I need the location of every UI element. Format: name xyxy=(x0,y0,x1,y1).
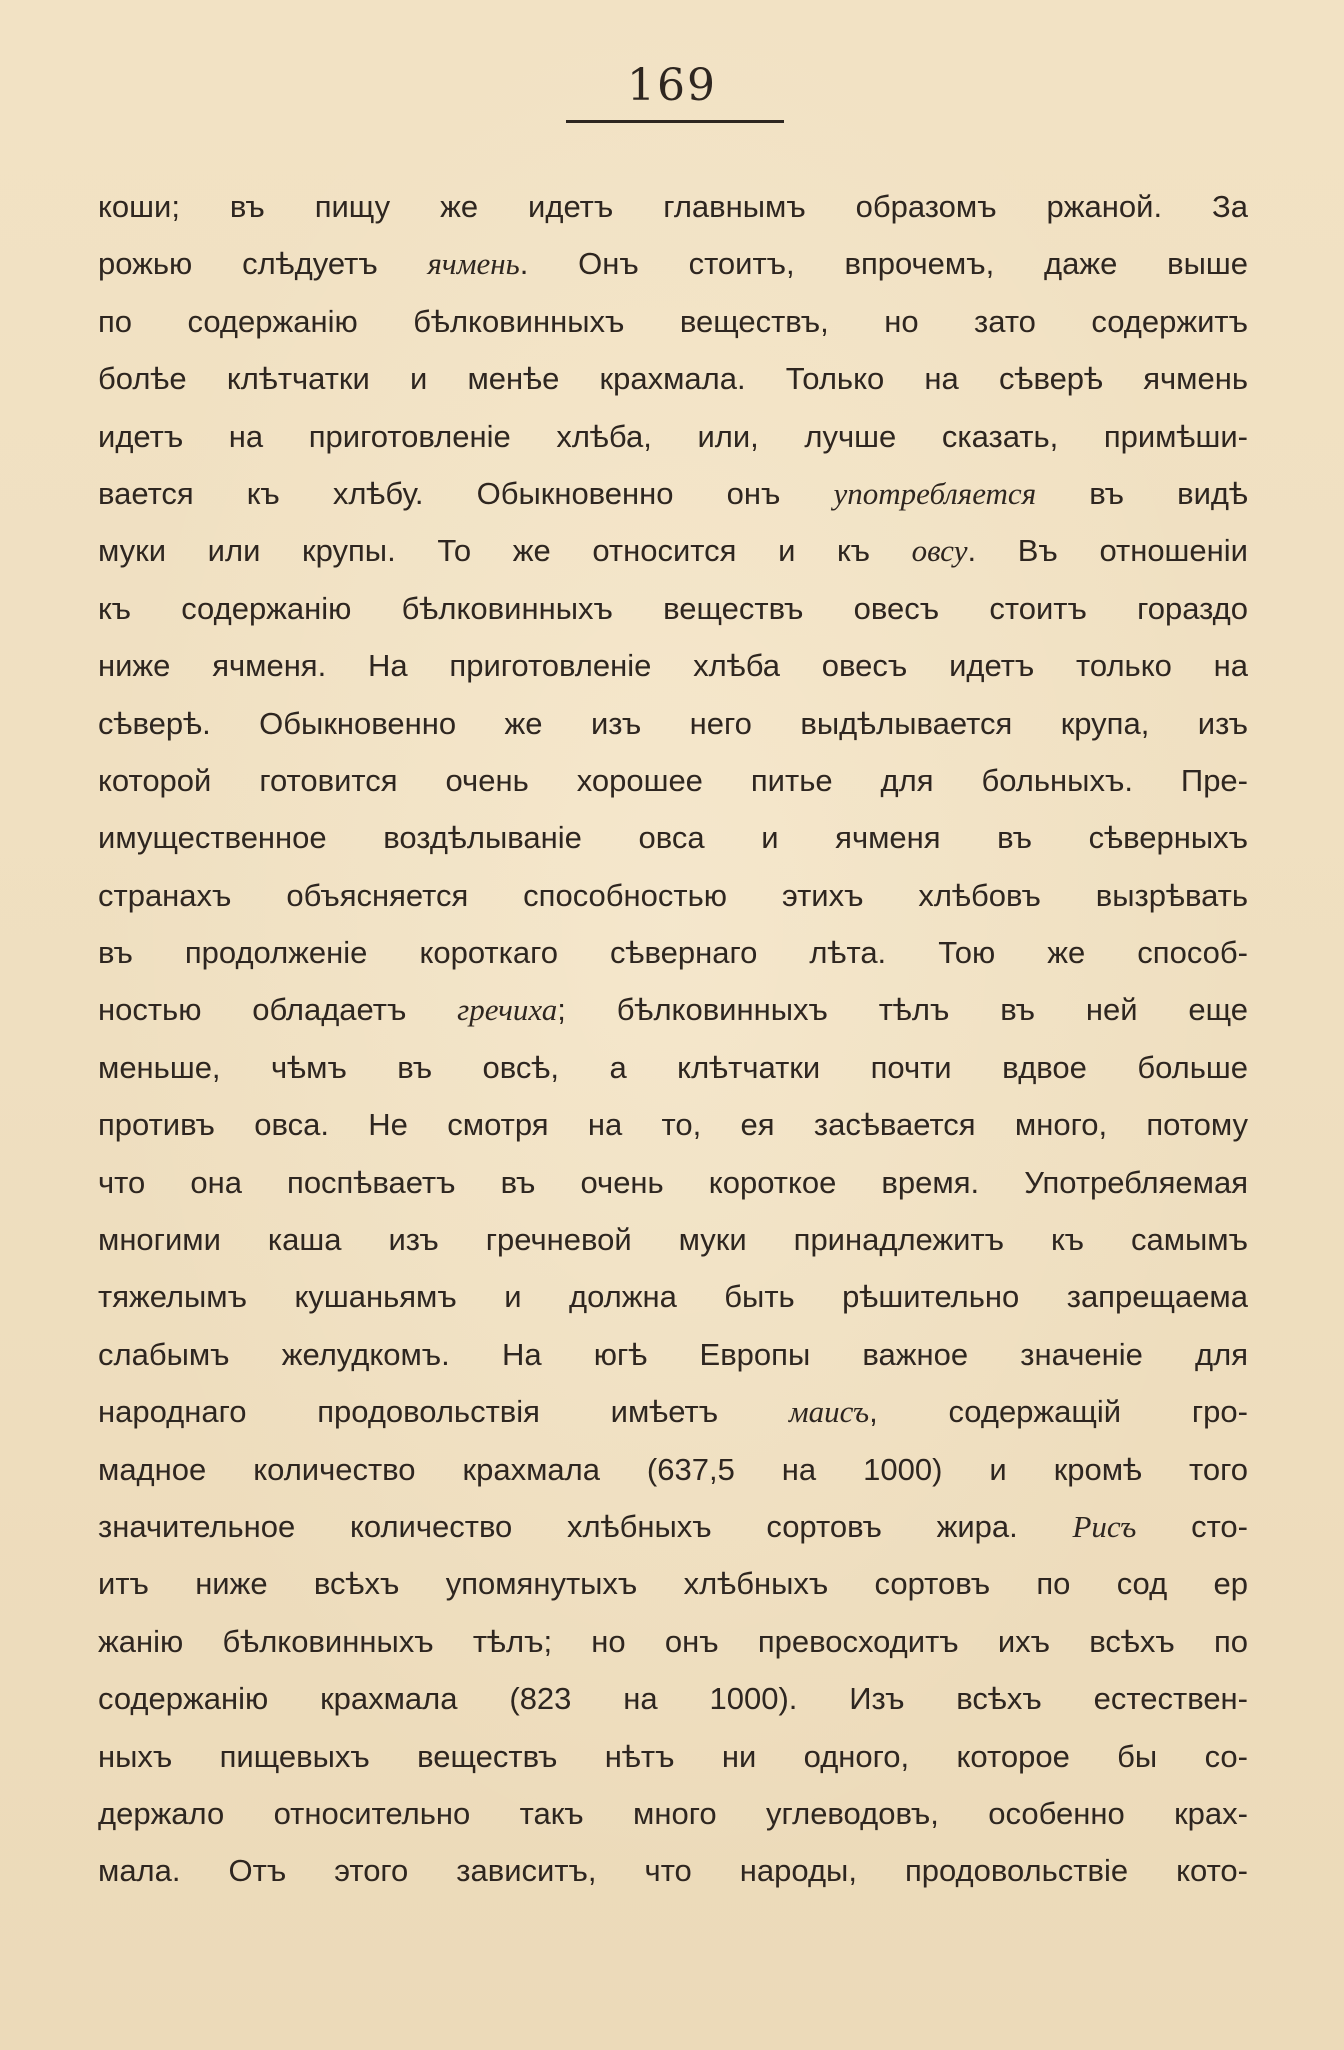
body-text xyxy=(98,178,1248,1900)
text-line xyxy=(98,178,1248,235)
text-run: коши; въ пищу же идетъ главнымъ образомъ ржаной. За xyxy=(98,189,1248,224)
text-run: рожью слѣдуетъ xyxy=(98,246,428,282)
text-run: многими каша изъ гречневой муки принадлежитъ къ самымъ xyxy=(98,1222,1248,1258)
italic-term: маисъ xyxy=(788,1394,870,1430)
text-run: сѣверѣ. Обыкновенно же изъ него выдѣлывается крупа, изъ xyxy=(98,705,1248,741)
text-line xyxy=(98,1670,1248,1727)
text-run: странахъ объясняется способностью этихъ хлѣбовъ вызрѣвать xyxy=(98,877,1248,913)
text-line xyxy=(98,1096,1248,1153)
text-run: народнаго продовольствія имѣетъ xyxy=(98,1394,789,1430)
text-run: , содержащій гро- xyxy=(869,1394,1248,1430)
text-line xyxy=(98,408,1248,465)
text-run: которой готовится очень хорошее питье для больныхъ. Пре- xyxy=(98,762,1248,798)
text-line xyxy=(98,1211,1248,1268)
text-run: что она поспѣваетъ въ очень короткое время. Употребляемая xyxy=(98,1164,1248,1200)
text-line xyxy=(98,1613,1248,1670)
text-run: значительное количество хлѣбныхъ сортовъ жира. xyxy=(98,1508,1073,1544)
text-line xyxy=(98,580,1248,637)
italic-term: Рисъ xyxy=(1072,1508,1137,1544)
text-line xyxy=(98,522,1248,579)
text-run: итъ ниже всѣхъ упомянутыхъ хлѣбныхъ сортовъ по сод ер xyxy=(98,1566,1248,1602)
text-line xyxy=(98,1498,1248,1555)
page-number-rule xyxy=(566,120,784,123)
text-run: ; бѣлковинныхъ тѣлъ въ ней еще xyxy=(557,992,1248,1028)
text-run: въ продолженіе короткаго сѣвернаго лѣта. Тою же способ- xyxy=(98,935,1248,971)
text-run: ностью обладаетъ xyxy=(98,992,458,1028)
text-run: болѣе клѣтчатки и менѣе крахмала. Только на сѣверѣ ячмень xyxy=(98,361,1248,397)
text-run: . Онъ стоитъ, впрочемъ, даже выше xyxy=(519,246,1248,282)
text-run: противъ овса. Не смотря на то, ея засѣвается много, потому xyxy=(98,1107,1248,1143)
text-line xyxy=(98,1441,1248,1498)
text-line xyxy=(98,752,1248,809)
text-run: тяжелымъ кушаньямъ и должна быть рѣшительно запрещаема xyxy=(98,1279,1248,1315)
text-run: по содержанію бѣлковинныхъ веществъ, но зато содержитъ xyxy=(98,303,1248,339)
text-run: идетъ на приготовленіе хлѣба, или, лучше сказать, примѣши- xyxy=(98,418,1248,454)
text-line xyxy=(98,1268,1248,1325)
text-line xyxy=(98,465,1248,522)
text-run: ниже ячменя. На приготовленіе хлѣба овесъ идетъ только на xyxy=(98,648,1248,684)
text-run: ныхъ пищевыхъ веществъ нѣтъ ни одного, которое бы со- xyxy=(98,1738,1248,1774)
text-line xyxy=(98,924,1248,981)
text-line xyxy=(98,235,1248,292)
text-line xyxy=(98,981,1248,1038)
page-number: 169 xyxy=(627,60,717,111)
text-line xyxy=(98,809,1248,866)
text-line xyxy=(98,867,1248,924)
text-line xyxy=(98,637,1248,694)
text-run: . Въ отношеніи xyxy=(967,533,1248,569)
text-line xyxy=(98,695,1248,752)
italic-term: овсу xyxy=(911,533,968,569)
text-line xyxy=(98,1785,1248,1842)
text-line xyxy=(98,1154,1248,1211)
italic-term: употребляется xyxy=(833,475,1037,511)
text-run: въ видѣ xyxy=(1036,475,1248,511)
text-run: жанію бѣлковинныхъ тѣлъ; но онъ превосходитъ ихъ всѣхъ по xyxy=(98,1623,1248,1659)
text-run: меньше, чѣмъ въ овсѣ, а клѣтчатки почти вдвое больше xyxy=(98,1049,1248,1085)
text-run: содержанію крахмала (823 на 1000). Изъ всѣхъ естествен- xyxy=(98,1681,1248,1717)
text-run: муки или крупы. То же относится и къ xyxy=(98,533,912,569)
text-line xyxy=(98,293,1248,350)
text-run: слабымъ желудкомъ. На югѣ Европы важное значеніе для xyxy=(98,1336,1248,1372)
text-line xyxy=(98,1326,1248,1383)
italic-term: ячмень xyxy=(427,246,520,282)
text-line xyxy=(98,1842,1248,1899)
text-line xyxy=(98,1039,1248,1096)
italic-term: гречиха xyxy=(457,992,558,1028)
text-run: вается къ хлѣбу. Обыкновенно онъ xyxy=(98,475,834,511)
text-run: имущественное воздѣлываніе овса и ячменя въ сѣверныхъ xyxy=(98,820,1248,856)
text-run: къ содержанію бѣлковинныхъ веществъ овесъ стоитъ гораздо xyxy=(98,590,1248,626)
text-run: держало относительно такъ много углеводовъ, особенно крах- xyxy=(98,1795,1248,1831)
text-run: мала. Отъ этого зависитъ, что народы, продовольствіе кото- xyxy=(98,1853,1248,1889)
text-line xyxy=(98,350,1248,407)
text-line xyxy=(98,1728,1248,1785)
text-line xyxy=(98,1555,1248,1612)
text-run: сто- xyxy=(1136,1508,1248,1544)
text-run: мадное количество крахмала (637,5 на 1000) и кромѣ того xyxy=(98,1451,1248,1487)
text-line xyxy=(98,1383,1248,1440)
